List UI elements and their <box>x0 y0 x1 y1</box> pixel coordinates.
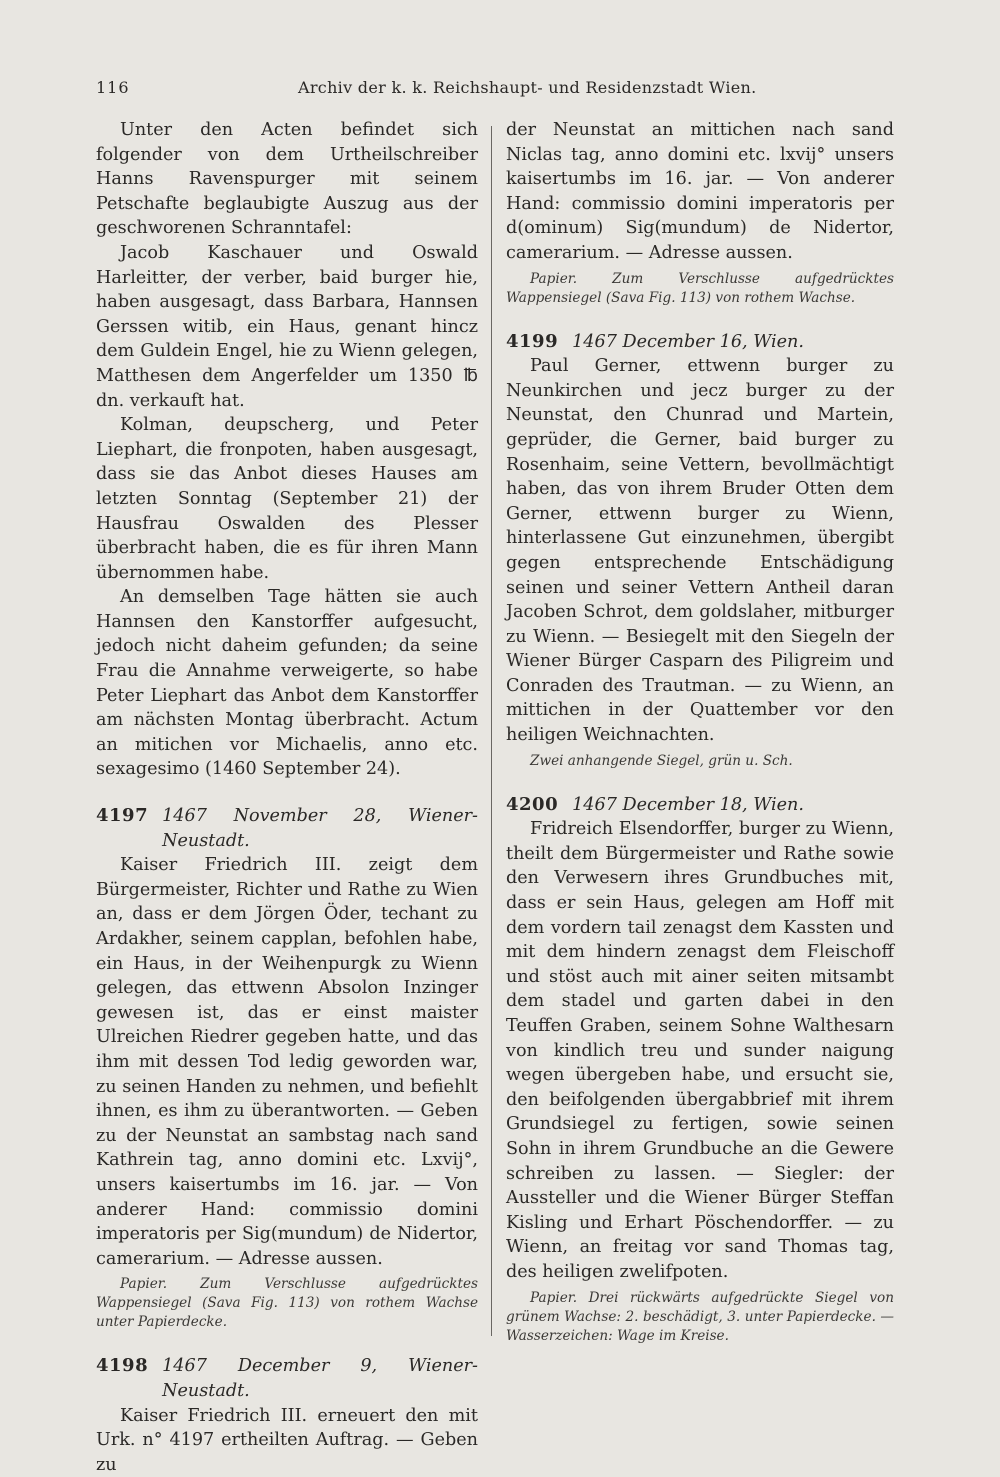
entry-text: Kaiser Friedrich III. zeigt dem Bürgermeister, Richter und Rathe zu Wien an, dass er dem Jörgen Öder, techant zu Ardakher, seinem capplan, befohlen habe, ein Haus, in der Weihenpurgk zu Wienn gelegen, das ettwenn Absolon Inzinger gewesen ist, das er einst maister Ulreichen Riedrer gegeben hatte, und das ihm mit dessen Tod ledig geworden war, zu seinen Handen zu nehmen, und befiehlt ihnen, es ihm zu überantworten. — Geben zu der Neunstat an sambstag nach sand Kathrein tag, anno domini etc. Lxvij°, unsers kaisertumbs im 16. jar. — Von anderer Hand: commissio domini imperatoris per Sig(mundum) de Nidertor, camerarium. — Adresse aussen. <box>96 853 478 1271</box>
continuation-paragraph-2: Jacob Kaschauer und Oswald Harleitter, der verber, baid burger hie, haben ausgesagt, dass Barbara, Hannsen Gerssen witib, ein Haus, genant hincz dem Guldein Engel, hie zu Wienn gelegen, Matthesen dem Angerfelder um 1350 ℔ dn. verkauft hat. <box>96 241 478 413</box>
entry-text: Paul Gerner, ettwenn burger zu Neunkirchen und jecz burger zu der Neunstat, den Chunrad und Martein, geprüder, die Gerner, baid burger zu Rosenhaim, seine Vettern, bevollmächtigt haben, das von ihrem Bruder Otten dem Gerner, ettwenn burger zu Wienn, hinterlassene Gut einzunehmen, übergibt gegen entsprechende Entschädigung seinen und seiner Vettern Antheil daran Jacoben Schrot, dem goldslaher, mitburger zu Wienn. — Besiegelt mit den Siegeln der Wiener Bürger Casparn des Piligreim und Conraden des Trautman. — zu Wienn, an mittichen in der Quattember vor den heiligen Weichnachten. <box>506 354 894 748</box>
spacer <box>506 771 894 793</box>
entry-date: 1467 December 16, Wien. <box>572 330 804 355</box>
spacer <box>96 782 478 804</box>
entry-date: 1467 November 28, Wiener-Neustadt. <box>162 804 478 853</box>
running-title: Archiv der k. k. Reichshaupt- und Residenzstadt Wien. <box>298 78 757 97</box>
spacer <box>96 1332 478 1354</box>
continuation-paragraph-4: An demselben Tage hätten sie auch Hannsen den Kanstorffer aufgesucht, jedoch nicht daheim gefunden; da seine Frau die Annahme verweigerte, so habe Peter Liephart das Anbot dem Kanstorffer am nächsten Montag überbracht. Actum an mitichen vor Michaelis, anno etc. sexagesimo (1460 September 24). <box>96 585 478 782</box>
entry-4198 <box>96 1354 478 1477</box>
continuation-paragraph-3: Kolman, deupscherg, und Peter Liephart, die fronpoten, haben ausgesagt, dass sie das Anbot dieses Hauses am letzten Sonntag (September 21) der Hausfrau Oswalden des Plesser überbracht haben, die es für ihren Mann übernommen habe. <box>96 413 478 585</box>
right-column <box>506 118 894 1346</box>
page-number: 116 <box>96 78 130 97</box>
entry-note: Papier. Drei rückwärts aufgedrückte Siegel von grünem Wachse: 2. beschädigt, 3. unter Papierdecke. — Wasserzeichen: Wage im Kreise. <box>506 1289 894 1346</box>
entry-number: 4199 <box>506 330 558 355</box>
entry-note: Zwei anhangende Siegel, grün u. Sch. <box>506 752 894 771</box>
entry-heading <box>506 793 894 818</box>
entry-4200 <box>506 793 894 1346</box>
entry-date: 1467 December 9, Wiener-Neustadt. <box>162 1354 478 1403</box>
entry-text: Fridreich Elsendorffer, burger zu Wienn, theilt dem Bürgermeister und Rathe sowie den Verwesern ihres Grundbuches mit, dass er sein Haus, gelegen am Hoff mit dem vordern tail zenagst dem Kassten und mit dem hindern zenagst dem Fleischoff und stöst auch mit ainer seiten mitsambt dem stadel und garten dabei in den Teuffen Graben, seinem Sohne Walthesarn von kindlich treu und sunder naigung wegen übergeben habe, und ersucht sie, den beifolgenden übergabbrief mit ihrem Grundsiegel zu fertigen, sowie seinen Sohn in ihrem Grundbuche an die Gewere schreiben zu lassen. — Siegler: der Aussteller und die Wiener Bürger Steffan Kisling und Erhart Pöschendorffer. — zu Wienn, an freitag vor sand Thomas tag, des heiligen zwelifpoten. <box>506 817 894 1284</box>
continuation-paragraph: der Neunstat an mittichen nach sand Niclas tag, anno domini etc. lxvij° unsers kaisertumbs im 16. jar. — Von anderer Hand: commissio domini imperatoris per d(ominum) Sig(mundum) de Nidertor, camerarium. — Adresse aussen. <box>506 118 894 266</box>
entry-number: 4200 <box>506 793 558 818</box>
entry-text: Kaiser Friedrich III. erneuert den mit Urk. n° 4197 ertheilten Auftrag. — Geben zu <box>96 1404 478 1477</box>
left-column <box>96 118 478 1477</box>
entry-4199 <box>506 330 894 771</box>
entry-heading <box>96 804 478 853</box>
continuation-note: Papier. Zum Verschlusse aufgedrücktes Wappensiegel (Sava Fig. 113) von rothem Wachse. <box>506 270 894 308</box>
entry-4197 <box>96 804 478 1332</box>
column-divider <box>491 126 492 1336</box>
entry-heading <box>96 1354 478 1403</box>
entry-heading <box>506 330 894 355</box>
page-header <box>0 78 1000 104</box>
entry-note: Papier. Zum Verschlusse aufgedrücktes Wappensiegel (Sava Fig. 113) von rothem Wachse unter Papierdecke. <box>96 1275 478 1332</box>
spacer <box>506 308 894 330</box>
entry-date: 1467 December 18, Wien. <box>572 793 804 818</box>
entry-number: 4198 <box>96 1354 148 1379</box>
entry-number: 4197 <box>96 804 148 829</box>
continuation-paragraph-1: Unter den Acten befindet sich folgender von dem Urtheilschreiber Hanns Ravenspurger mit seinem Petschafte beglaubigte Auszug aus der geschworenen Schranntafel: <box>96 118 478 241</box>
